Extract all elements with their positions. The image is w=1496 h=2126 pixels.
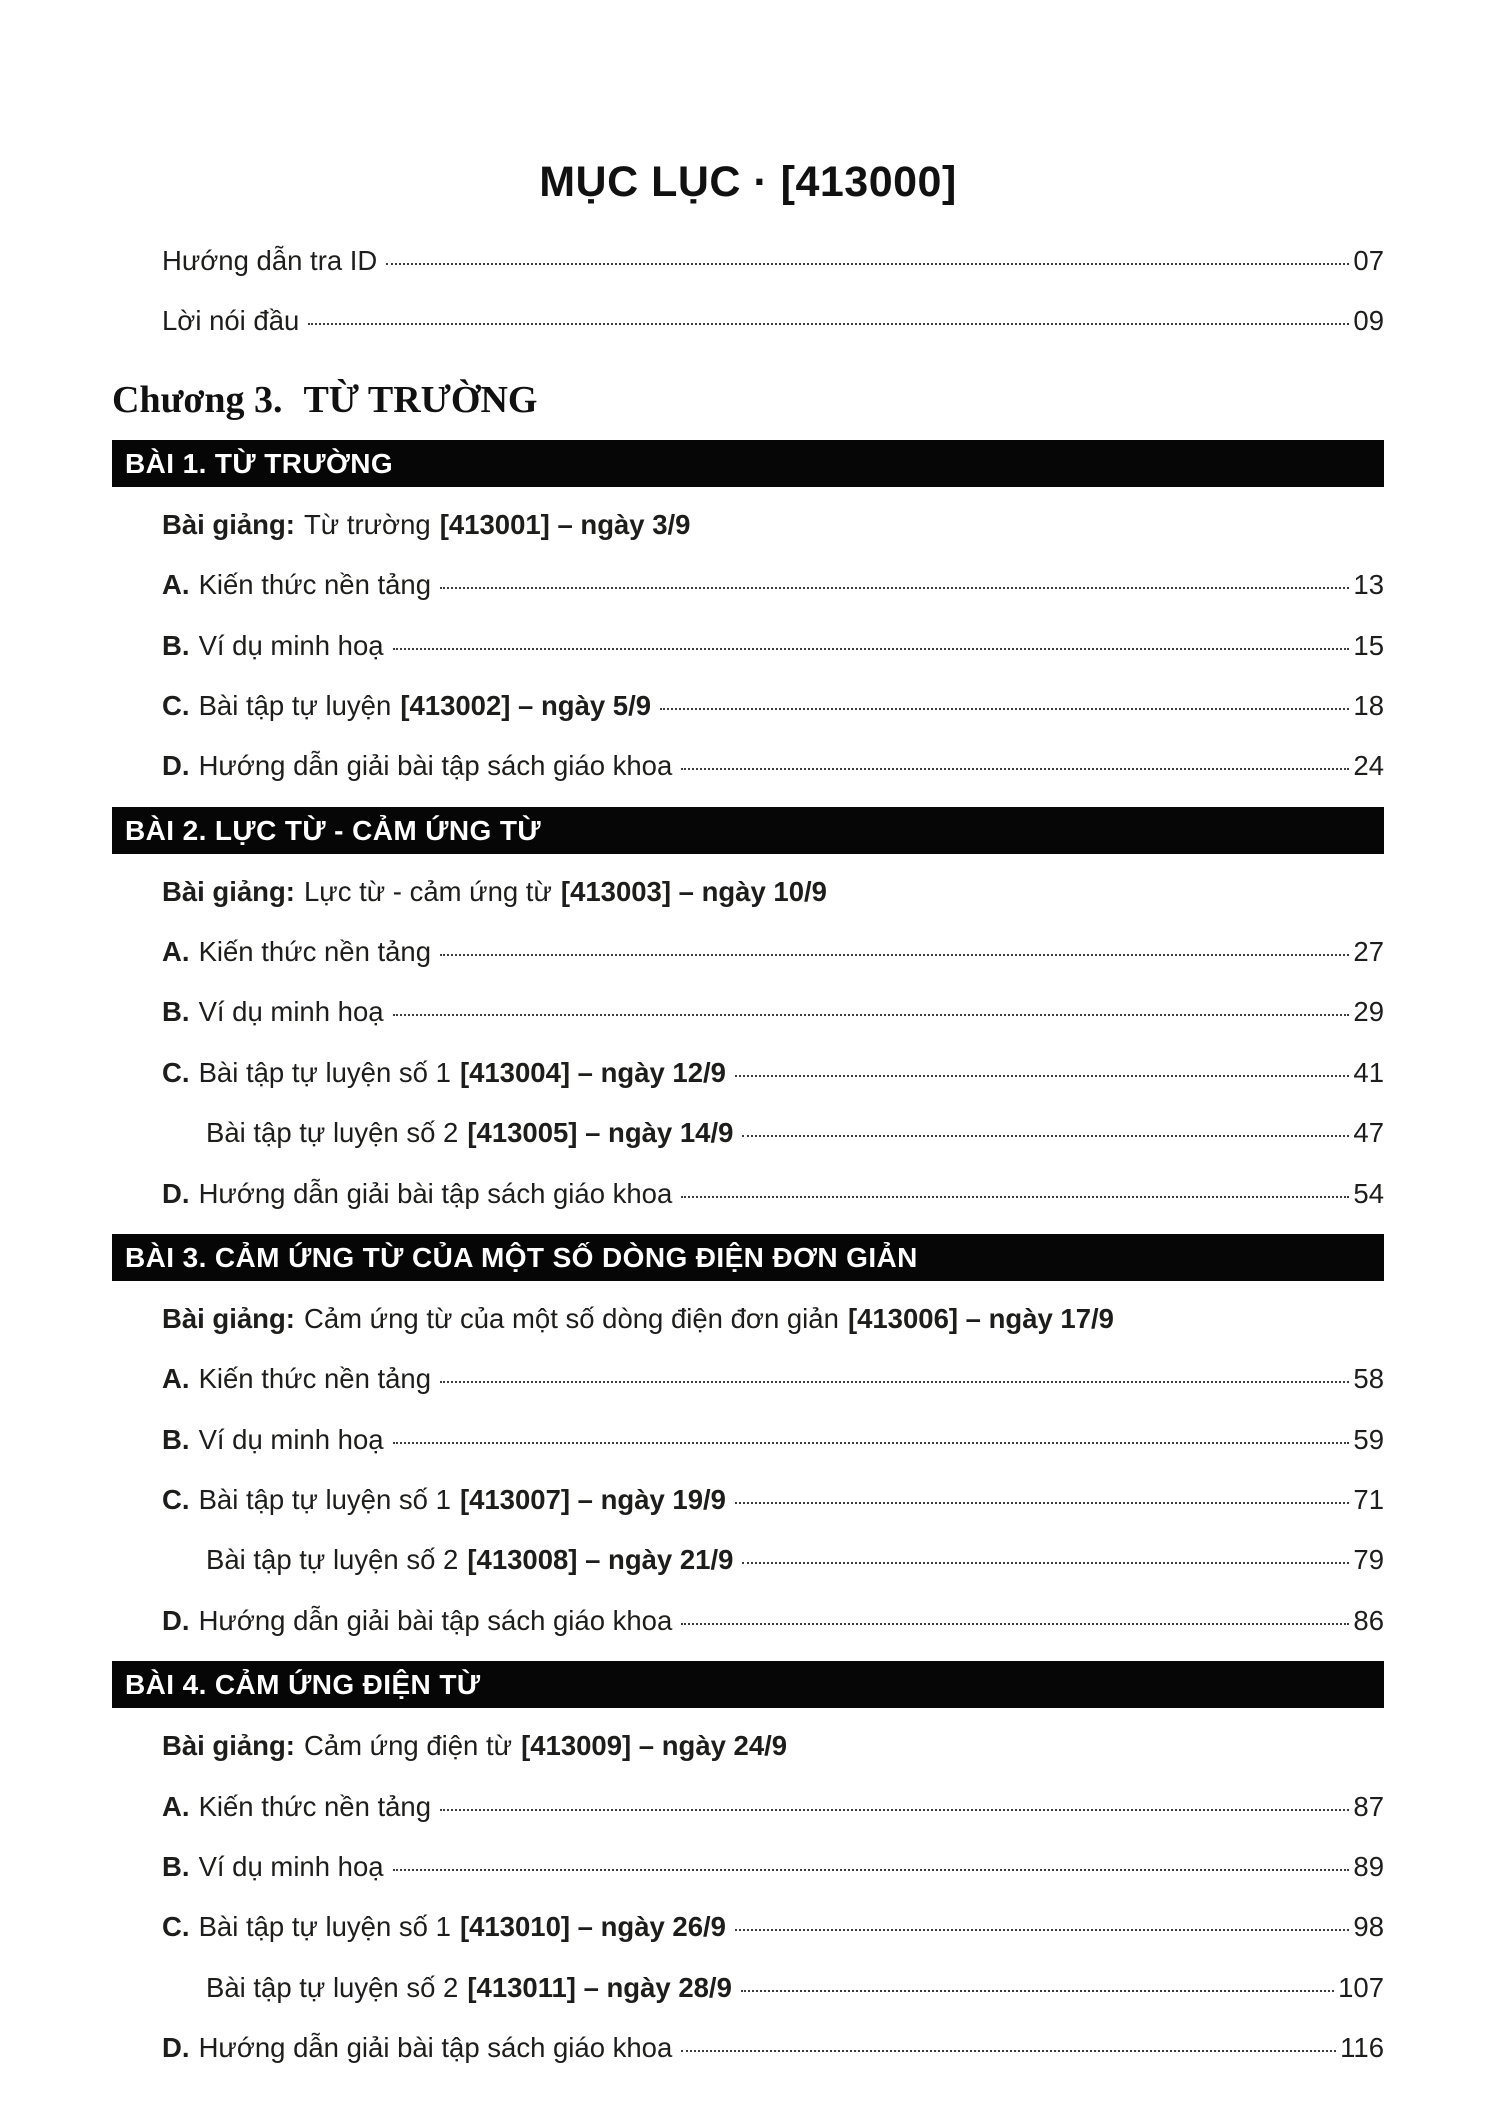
entry-id-date: [413001] – ngày 3/9 <box>439 508 691 540</box>
toc-entry <box>112 922 1384 982</box>
entry-page-number: 29 <box>1353 996 1384 1028</box>
lecture-entry <box>112 495 1384 555</box>
toc-entry <box>112 1043 1384 1103</box>
dot-leader <box>681 2050 1336 2052</box>
entry-prefix: Bài giảng: <box>162 1730 295 1762</box>
dot-leader <box>735 1502 1349 1504</box>
entry-label: Ví dụ minh hoạ <box>198 1423 384 1455</box>
entry-page-number: 24 <box>1353 750 1384 782</box>
entry-label: Bài tập tự luyện số 2 <box>206 1117 459 1149</box>
entry-prefix: C. <box>162 1484 190 1515</box>
entry-page-number: 13 <box>1353 569 1384 601</box>
entry-page-number: 47 <box>1353 1117 1384 1149</box>
entry-id-date: [413008] – ngày 21/9 <box>467 1544 734 1576</box>
entry-prefix: D. <box>162 1604 190 1636</box>
entry-id-date: [413003] – ngày 10/9 <box>560 875 827 907</box>
entry-page-number: 71 <box>1353 1484 1384 1515</box>
dot-leader <box>735 1075 1349 1077</box>
toc-entry <box>112 1410 1384 1470</box>
entry-label: Bài tập tự luyện số 2 <box>206 1971 459 2003</box>
dot-leader <box>440 587 1349 589</box>
entry-label: Kiến thức nền tảng <box>198 569 432 601</box>
dot-leader <box>741 1990 1334 1992</box>
chapter-label: Chương 3. <box>112 378 283 421</box>
entry-label: Hướng dẫn giải bài tập sách giáo khoa <box>198 1177 673 1209</box>
section-header-bar: BÀI 3. CẢM ỨNG TỪ CỦA MỘT SỐ DÒNG ĐIỆN ĐƠN GIẢN <box>112 1234 1384 1281</box>
toc-entry <box>112 1777 1384 1837</box>
dot-leader <box>393 1442 1350 1444</box>
entry-prefix: D. <box>162 2032 190 2063</box>
entry-label: Cảm ứng từ của một số dòng điện đơn giản <box>303 1302 839 1334</box>
entry-prefix: A. <box>162 936 190 967</box>
toc-section <box>112 807 1384 1224</box>
dot-leader <box>386 263 1349 265</box>
entry-label: Bài tập tự luyện số 1 <box>198 1484 451 1515</box>
entry-page-number: 98 <box>1353 1911 1384 1943</box>
entry-page-number: 18 <box>1353 689 1384 721</box>
entry-prefix: A. <box>162 1790 190 1822</box>
entry-page-number: 86 <box>1353 1604 1384 1636</box>
entry-page-number: 09 <box>1353 305 1384 337</box>
toc-entry <box>112 1164 1384 1224</box>
entry-prefix: B. <box>162 1850 190 1882</box>
entry-label: Cảm ứng điện từ <box>303 1730 513 1762</box>
entry-id-date: [413006] – ngày 17/9 <box>847 1302 1114 1334</box>
entry-label: Ví dụ minh hoạ <box>198 1850 384 1882</box>
entry-label: Hướng dẫn giải bài tập sách giáo khoa <box>198 1604 673 1636</box>
dot-leader <box>393 1014 1350 1016</box>
chapter-title: TỪ TRƯỜNG <box>303 378 538 421</box>
entry-prefix: B. <box>162 996 190 1028</box>
entry-label: Bài tập tự luyện số 1 <box>198 1911 451 1943</box>
toc-entry <box>112 1103 1384 1163</box>
toc-section <box>112 1234 1384 1651</box>
toc-entry <box>112 736 1384 796</box>
toc-entry <box>112 1591 1384 1651</box>
entry-label: Bài tập tự luyện số 1 <box>198 1056 451 1088</box>
entry-id-date: [413007] – ngày 19/9 <box>459 1484 726 1515</box>
entry-id-date: [413011] – ngày 28/9 <box>467 1971 732 2003</box>
entry-page-number: 79 <box>1353 1544 1384 1576</box>
entry-prefix: Bài giảng: <box>162 508 295 540</box>
toc-entry <box>112 1349 1384 1409</box>
entry-label: Lực từ - cảm ứng từ <box>303 875 552 907</box>
lecture-entry <box>112 862 1384 922</box>
entry-label: Ví dụ minh hoạ <box>198 996 384 1028</box>
dot-leader <box>742 1135 1349 1137</box>
section-header-bar: BÀI 2. LỰC TỪ - CẢM ỨNG TỪ <box>112 807 1384 854</box>
entry-id-date: [413005] – ngày 14/9 <box>467 1117 734 1149</box>
dot-leader <box>440 1381 1349 1383</box>
entry-page-number: 15 <box>1353 629 1384 661</box>
entry-page-number: 07 <box>1353 245 1384 276</box>
entry-label: Ví dụ minh hoạ <box>198 629 384 661</box>
toc-entry <box>112 1470 1384 1530</box>
toc-sections <box>112 440 1384 2079</box>
page-title: MỤC LỤC · [413000] <box>539 158 957 206</box>
lecture-entry <box>112 1716 1384 1776</box>
dot-leader <box>681 1623 1349 1625</box>
entry-label: Kiến thức nền tảng <box>198 936 432 967</box>
entry-page-number: 54 <box>1353 1177 1384 1209</box>
toc-entry <box>112 555 1384 615</box>
toc-entry <box>112 616 1384 676</box>
entry-page-number: 107 <box>1338 1971 1384 2003</box>
toc-entry <box>112 1837 1384 1897</box>
toc-entry <box>112 982 1384 1042</box>
entry-label: Lời nói đầu <box>162 305 300 337</box>
entry-label: Từ trường <box>303 508 431 540</box>
entry-label: Hướng dẫn tra ID <box>162 245 378 276</box>
dot-leader <box>660 708 1349 710</box>
toc-entry <box>112 1530 1384 1590</box>
entry-page-number: 58 <box>1353 1363 1384 1395</box>
entry-id-date: [413009] – ngày 24/9 <box>521 1730 788 1762</box>
entry-id-date: [413010] – ngày 26/9 <box>459 1911 726 1943</box>
dot-leader <box>440 1809 1349 1811</box>
dot-leader <box>393 1869 1350 1871</box>
front-matter-entry <box>112 291 1384 351</box>
toc-section <box>112 440 1384 797</box>
entry-prefix: D. <box>162 750 190 782</box>
front-matter-entry <box>112 231 1384 291</box>
entry-page-number: 59 <box>1353 1423 1384 1455</box>
entry-label: Hướng dẫn giải bài tập sách giáo khoa <box>198 750 673 782</box>
entry-prefix: A. <box>162 1363 190 1395</box>
entry-prefix: Bài giảng: <box>162 1302 295 1334</box>
chapter-heading <box>112 378 1384 422</box>
entry-prefix: Bài giảng: <box>162 875 295 907</box>
entry-prefix: D. <box>162 1177 190 1209</box>
entry-prefix: B. <box>162 1423 190 1455</box>
toc-entry <box>112 2018 1384 2078</box>
dot-leader <box>742 1562 1349 1564</box>
entry-label: Bài tập tự luyện số 2 <box>206 1544 459 1576</box>
section-header-bar: BÀI 1. TỪ TRƯỜNG <box>112 440 1384 487</box>
lecture-entry <box>112 1289 1384 1349</box>
entry-page-number: 41 <box>1353 1056 1384 1088</box>
entry-page-number: 116 <box>1340 2032 1384 2063</box>
entry-prefix: C. <box>162 689 190 721</box>
toc-entry <box>112 1958 1384 2018</box>
entry-prefix: B. <box>162 629 190 661</box>
entry-id-date: [413004] – ngày 12/9 <box>459 1056 726 1088</box>
section-header-bar: BÀI 4. CẢM ỨNG ĐIỆN TỪ <box>112 1661 1384 1708</box>
dot-leader <box>440 954 1349 956</box>
front-matter-list <box>112 231 1384 352</box>
entry-prefix: C. <box>162 1056 190 1088</box>
entry-label: Bài tập tự luyện <box>198 689 392 721</box>
entry-label: Kiến thức nền tảng <box>198 1363 432 1395</box>
entry-prefix: C. <box>162 1911 190 1943</box>
dot-leader <box>681 1196 1349 1198</box>
entry-page-number: 87 <box>1353 1790 1384 1822</box>
dot-leader <box>681 768 1349 770</box>
entry-label: Kiến thức nền tảng <box>198 1790 432 1822</box>
toc-entry <box>112 1897 1384 1957</box>
dot-leader <box>308 323 1349 325</box>
toc-section <box>112 1661 1384 2078</box>
dot-leader <box>735 1929 1349 1931</box>
toc-entry <box>112 676 1384 736</box>
entry-prefix: A. <box>162 569 190 601</box>
entry-id-date: [413002] – ngày 5/9 <box>400 689 652 721</box>
entry-label: Hướng dẫn giải bài tập sách giáo khoa <box>198 2032 673 2063</box>
dot-leader <box>393 648 1350 650</box>
entry-page-number: 27 <box>1353 936 1384 967</box>
entry-page-number: 89 <box>1353 1850 1384 1882</box>
